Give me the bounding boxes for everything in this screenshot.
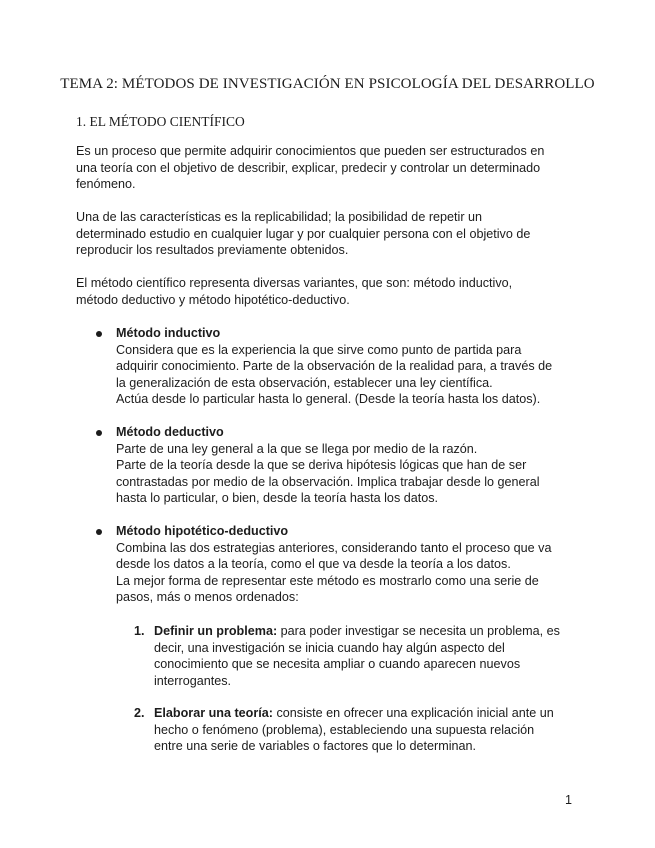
paragraph-definition bbox=[76, 143, 581, 193]
bullet-title: Método hipotético-deductivo bbox=[116, 524, 289, 538]
paragraph-line: Una de las características es la replicabilidad; la posibilidad de repetir un bbox=[76, 210, 483, 224]
bullet-dot-icon bbox=[96, 430, 102, 436]
paragraph-line: Es un proceso que permite adquirir conocimientos que pueden ser estructurados en bbox=[76, 144, 545, 158]
step-line: decir, una investigación se inicia cuando hay algún aspecto del bbox=[154, 640, 505, 655]
page-number: 1 bbox=[565, 793, 573, 807]
bullet-content bbox=[116, 424, 586, 507]
bullet-line: Combina las dos estrategias anteriores, considerando tanto el proceso que va bbox=[116, 540, 552, 555]
step-first-line-text: para poder investigar se necesita un problema, es bbox=[277, 624, 560, 638]
bullet-line: Parte de la teoría desde la que se deriva hipótesis lógicas que han de ser bbox=[116, 458, 527, 473]
bullet-dot-icon bbox=[96, 331, 102, 337]
bullet-line: La mejor forma de representar este método es mostrarlo como una serie de bbox=[116, 573, 539, 588]
step-line: entre una serie de variables o factores que lo determinan. bbox=[154, 739, 477, 754]
bullet-line: adquirir conocimiento. Parte de la observación de la realidad para, a través de bbox=[116, 359, 553, 374]
paragraph-line: reproducir los resultados previamente obtenidos. bbox=[76, 243, 349, 258]
bullet-line: desde los datos a la teoría, como el que va desde la teoría a los datos. bbox=[116, 557, 511, 572]
bullet-title: Método inductivo bbox=[116, 326, 221, 340]
paragraph-line: una teoría con el objetivo de describir, explicar, predecir y controlar un determinado bbox=[76, 160, 541, 175]
step-title: Definir un problema: bbox=[154, 624, 278, 638]
step-first-line-text: consiste en ofrecer una explicación inicial ante un bbox=[272, 706, 554, 720]
bullet-hypothetico-deductive-method bbox=[96, 523, 586, 607]
paragraph-variants bbox=[76, 275, 581, 308]
step-content bbox=[154, 623, 584, 689]
step-content bbox=[154, 705, 584, 755]
bullet-line: la generalización de esta observación, establecer una ley científica. bbox=[116, 375, 493, 390]
paragraph-replicability bbox=[76, 209, 581, 259]
bullet-line: Considera que es la experiencia la que sirve como punto de partida para bbox=[116, 342, 522, 357]
bullet-line: pasos, más o menos ordenados: bbox=[116, 590, 299, 605]
bullet-dot-icon bbox=[96, 529, 102, 535]
step-line: hecho o fenómeno (problema), estableciendo una supuesta relación bbox=[154, 722, 535, 737]
bullet-line: Actúa desde lo particular hasta lo general. (Desde la teoría hasta los datos). bbox=[116, 392, 541, 407]
bullet-inductive-method bbox=[96, 325, 586, 409]
paragraph-line: determinado estudio en cualquier lugar y por cualquier persona con el objetivo de bbox=[76, 226, 531, 241]
step-number: 2. bbox=[134, 706, 145, 720]
step-line: conocimiento que se necesita ampliar o cuando aparecen nuevos bbox=[154, 657, 521, 672]
bullet-content bbox=[116, 523, 586, 606]
paragraph-line: fenómeno. bbox=[76, 177, 136, 192]
paragraph-line: El método científico representa diversas variantes, que son: método inductivo, bbox=[76, 276, 513, 290]
step-first-line bbox=[154, 705, 584, 722]
bullet-deductive-method bbox=[96, 424, 586, 508]
bullet-content bbox=[116, 325, 586, 408]
section-heading: 1. EL MÉTODO CIENTÍFICO bbox=[76, 114, 245, 129]
bullet-line: hasta lo particular, o bien, desde la teoría hasta los datos. bbox=[116, 491, 439, 506]
step-elaborate-theory bbox=[134, 705, 584, 757]
step-line: interrogantes. bbox=[154, 673, 232, 688]
bullet-line: Parte de una ley general a la que se llega por medio de la razón. bbox=[116, 441, 478, 456]
step-first-line bbox=[154, 623, 584, 640]
step-define-problem bbox=[134, 623, 584, 691]
bullet-title: Método deductivo bbox=[116, 425, 224, 439]
step-title: Elaborar una teoría: bbox=[154, 706, 273, 720]
step-number: 1. bbox=[134, 624, 145, 638]
document-title: TEMA 2: MÉTODOS DE INVESTIGACIÓN EN PSICOLOGÍA DEL DESARROLLO bbox=[60, 76, 595, 92]
paragraph-line: método deductivo y método hipotético-deductivo. bbox=[76, 292, 350, 307]
bullet-line: contrastadas por medio de la observación. Implica trabajar desde lo general bbox=[116, 474, 540, 489]
